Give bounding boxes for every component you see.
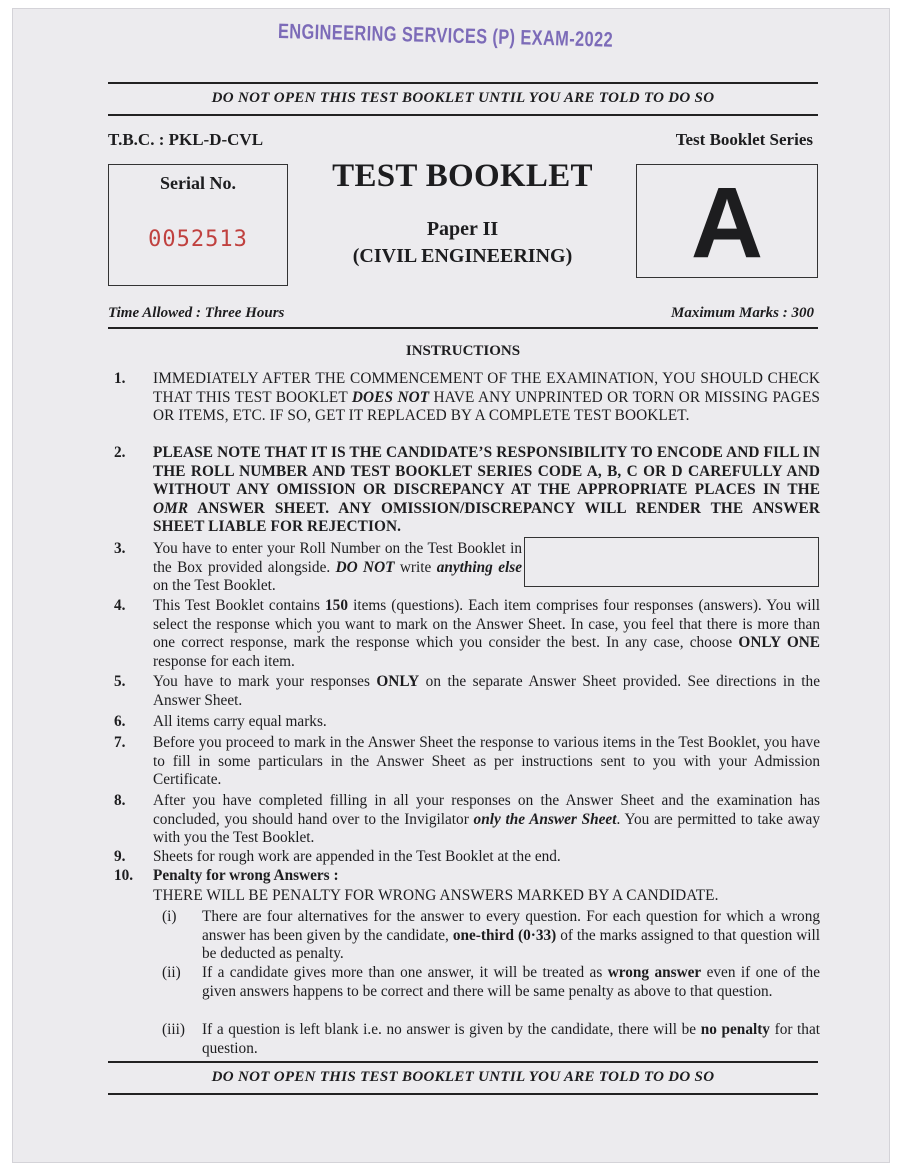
paper-number: Paper II: [426, 218, 499, 240]
penalty-rule-text: even if one of the given answers happens to be correct and there will be same penalty as above to that question.: [202, 964, 820, 1000]
serial-box: [108, 164, 288, 286]
penalty-rule-text: of the marks assigned to that question will be deducted as penalty.: [202, 926, 821, 962]
header-rule: [108, 327, 818, 329]
instruction-text: Before you proceed to mark in the Answer Sheet the response to various items in the Test Booklet, you have to fill in some particulars in the Answer Sheet as per instructions sent to you with your Admission Certificate.: [153, 734, 820, 788]
series-letter: A: [690, 167, 764, 279]
instruction-emphasis: anything else: [436, 558, 522, 576]
serial-number: 0052513: [148, 227, 248, 252]
subject-name: (CIVIL ENGINEERING): [352, 245, 573, 267]
instruction-number: 7.: [114, 734, 126, 751]
instruction-10: [100, 867, 820, 905]
penalty-rule-emphasis: no penalty: [700, 1021, 770, 1038]
instruction-emphasis: OMR: [153, 499, 189, 517]
instruction-text: You have to enter your Roll Number on the Test Booklet in the Box provided alongside.: [153, 540, 522, 576]
instruction-text: on the Test Booklet.: [153, 577, 276, 594]
instruction-3: [100, 540, 522, 596]
instruction-text: Sheets for rough work are appended in the Test Booklet at the end.: [153, 848, 561, 865]
penalty-rule-3: [162, 1021, 820, 1058]
instructions-heading: INSTRUCTIONS: [405, 343, 521, 359]
instruction-number: 8.: [114, 792, 126, 809]
series-label: Test Booklet Series: [675, 130, 813, 149]
instruction-text: This Test Booklet contains: [153, 597, 326, 614]
instruction-text: PLEASE NOTE THAT IT IS THE CANDIDATE’S RESPONSIBILITY TO ENCODE AND FILL IN THE ROLL NUMBER AND TEST BOOKLET SERIES CODE A, B, C OR D CAREFULLY AND WITHOUT ANY OMISSION OR DISCREPANCY AT THE APPROPRIATE PLACES IN THE: [153, 444, 820, 498]
penalty-rule-number: (ii): [162, 964, 181, 981]
exam-stamp: ENGINEERING SERVICES (P) EXAM-2022: [277, 20, 614, 52]
roll-number-box[interactable]: [524, 537, 819, 587]
penalty-rule-text: There are four alternatives for the answer to every question. For each question for which a wrong answer has been given by the candidate,: [202, 908, 820, 944]
instruction-8: [100, 792, 820, 848]
top-rule-lower: [108, 114, 818, 116]
instruction-text: All items carry equal marks.: [153, 713, 327, 730]
instruction-emphasis: 150: [325, 597, 348, 614]
instruction-emphasis: DO NOT: [335, 558, 395, 576]
bottom-rule-lower: [108, 1093, 818, 1095]
top-rule: [108, 82, 818, 84]
penalty-title: Penalty for wrong Answers :: [153, 867, 339, 884]
instruction-number: 4.: [114, 597, 126, 614]
instruction-number: 10.: [114, 867, 134, 884]
instruction-text: response for each item.: [153, 652, 295, 670]
instruction-9: [100, 848, 820, 867]
instruction-1: [100, 370, 820, 426]
bottom-warning-banner: DO NOT OPEN THIS TEST BOOKLET UNTIL YOU ARE TOLD TO DO SO: [211, 1069, 715, 1085]
instruction-2: [100, 444, 820, 537]
instruction-text: After you have completed filling in all your responses on the Answer Sheet and the examination has concluded, you should hand over to the Invigilator: [153, 792, 820, 828]
maximum-marks: Maximum Marks : 300: [671, 305, 814, 321]
penalty-rule-1: [162, 908, 820, 964]
instruction-number: 3.: [114, 540, 126, 557]
instruction-4: [100, 597, 820, 671]
instruction-text: . You are permitted to take away with you the Test Booklet.: [153, 810, 820, 846]
instruction-number: 9.: [114, 848, 126, 865]
penalty-rule-text: If a question is left blank i.e. no answer is given by the candidate, there will be: [202, 1021, 701, 1038]
instruction-text: write: [394, 558, 437, 576]
instruction-text: IMMEDIATELY AFTER THE COMMENCEMENT OF THE EXAMINATION, YOU SHOULD CHECK THAT THIS TEST BOOKLET: [153, 370, 820, 406]
instruction-text: on the separate Answer Sheet provided. See directions in the Answer Sheet.: [153, 673, 820, 709]
series-box: [636, 164, 818, 278]
serial-label: Serial No.: [160, 173, 236, 193]
instruction-number: 5.: [114, 673, 126, 690]
bottom-rule: [108, 1061, 818, 1063]
penalty-rule-2: [162, 964, 820, 1001]
penalty-rule-number: (i): [162, 908, 177, 925]
penalty-rule-number: (iii): [162, 1021, 185, 1038]
time-allowed: Time Allowed : Three Hours: [108, 305, 285, 321]
penalty-rule-emphasis: wrong answer: [607, 964, 702, 981]
top-warning-banner: DO NOT OPEN THIS TEST BOOKLET UNTIL YOU ARE TOLD TO DO SO: [211, 90, 715, 106]
instruction-emphasis: DOES NOT: [351, 388, 430, 406]
instruction-number: 2.: [114, 444, 126, 461]
instruction-6: [100, 713, 820, 732]
penalty-rule-text: If a candidate gives more than one answer, it will be treated as: [202, 964, 608, 981]
instruction-text: You have to mark your responses: [153, 673, 377, 690]
penalty-statement: THERE WILL BE PENALTY FOR WRONG ANSWERS MARKED BY A CANDIDATE.: [153, 886, 719, 904]
tbc-code: T.B.C. : PKL-D-CVL: [108, 130, 264, 149]
instruction-5: [100, 673, 820, 710]
instruction-number: 6.: [114, 713, 126, 730]
instruction-7: [100, 734, 820, 790]
instruction-emphasis: ONLY ONE: [738, 634, 821, 651]
instruction-emphasis: ONLY: [376, 673, 420, 690]
penalty-rule-text: for that question.: [202, 1021, 820, 1057]
booklet-title: TEST BOOKLET: [332, 158, 593, 194]
instruction-number: 1.: [114, 370, 126, 387]
instruction-text: ANSWER SHEET. ANY OMISSION/DISCREPANCY WILL RENDER THE ANSWER SHEET LIABLE FOR REJECTION.: [153, 499, 820, 535]
instruction-emphasis: only the Answer Sheet: [473, 810, 617, 828]
penalty-rule-emphasis: one-third (0·33): [452, 926, 557, 944]
instruction-text: HAVE ANY UNPRINTED OR TORN OR MISSING PAGES OR ITEMS, ETC. IF SO, GET IT REPLACED BY A COMPLETE TEST BOOKLET.: [153, 388, 820, 424]
instruction-text: items (questions). Each item comprises four responses (answers). You will select the response which you want to mark on the Answer Sheet. In case, you feel that there is more than one correct response, mark the response which you consider the best. In any case, choose: [153, 597, 820, 651]
